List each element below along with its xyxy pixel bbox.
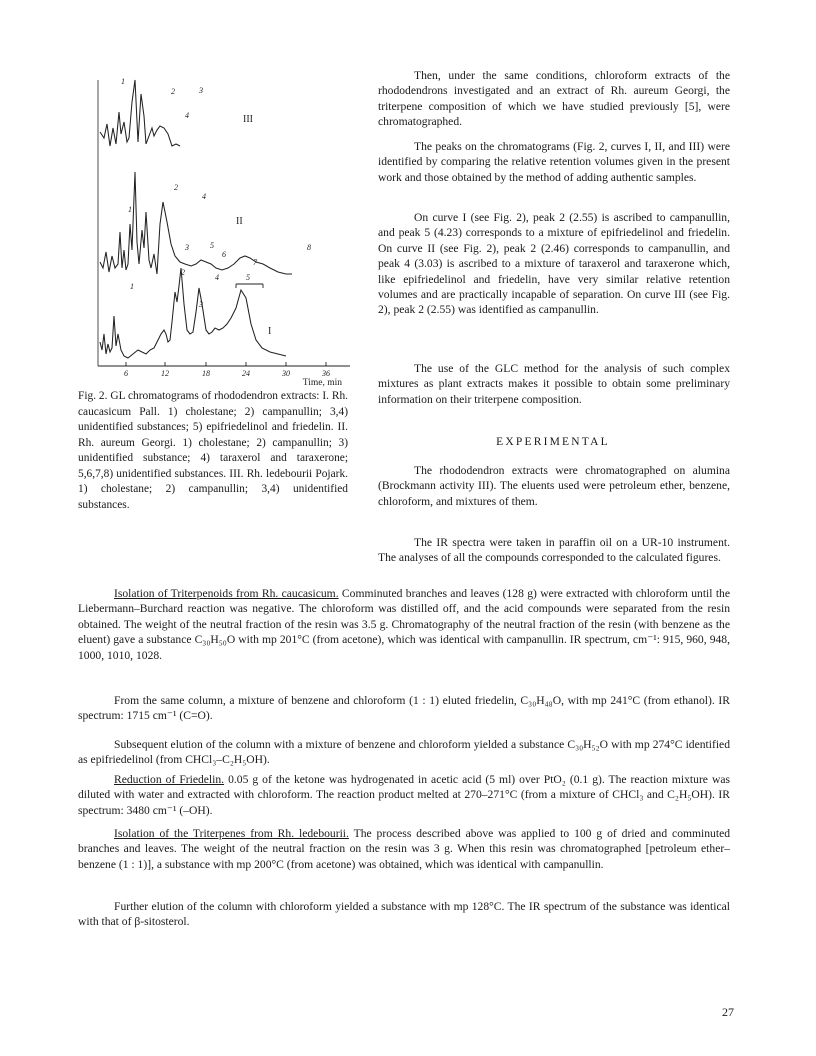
peak-label-II-4: 4 <box>202 192 206 201</box>
chromatogram-traces <box>100 80 292 358</box>
tick-label: 30 <box>282 369 290 378</box>
right-paragraph-2: The peaks on the chromatograms (Fig. 2, curves I, II, and III) were identified by comparing the relative retention volumes given in the present work and those obtained by the method of adding authentic samples. <box>378 140 730 184</box>
peak-label-I-4: 4 <box>215 273 219 282</box>
peak-label-II-8: 8 <box>307 243 311 252</box>
tick-label: 12 <box>161 369 169 378</box>
peak-label-II-6: 6 <box>222 250 226 259</box>
tick-label: 6 <box>124 369 128 378</box>
section-heading: EXPERIMENTAL <box>496 436 610 448</box>
full-paragraph-3: Subsequent elution of the column with a mixture of benzene and chloroform yielded a substance C₃₀H₅₂O with mp 274°C identified as epifriedelinol (from CHCl₃–C₂H₅OH). <box>78 738 730 767</box>
chromatogram-figure <box>88 72 350 388</box>
trace-curve-I <box>100 268 286 358</box>
peak-label-II-3: 3 <box>185 243 189 252</box>
paragraph-body: 0.05 g of the ketone was hydrogenated in acetic acid (5 ml) over PtO₂ (0.1 g). The reaction mixture was diluted with water and extracted with chloroform. The reaction product melted at 270–271°C (from a mixture of CHCl₃ and C₂H₅OH). IR spectrum: 3480 cm⁻¹ (–OH). <box>78 773 730 817</box>
peak-label-I-5: 5 <box>246 273 250 282</box>
peak-label-I-1: 1 <box>130 282 134 291</box>
right-paragraph-4: The use of the GLC method for the analysis of such complex mixtures as plant extracts makes it possible to obtain some preliminary information on their triterpene composition. <box>378 362 730 406</box>
trace-curve-II <box>100 172 292 274</box>
right-paragraph-3: On curve I (see Fig. 2), peak 2 (2.55) is ascribed to campanullin, and peak 5 (4.23) corresponds to a mixture of epifriedelinol and friedelin. On curve II (see Fig. 2), peak 2 (2.46) corresponds to campanullin, and peak 4 (3.03) is ascribed to a mixture of taraxerol and taraxerone which, like epifriedelinol and friedelin, have very similar relative retention volumes and are practically incapable of separation. On curve III (see Fig. 2), peak 2 (2.55) was identified as campanullin. <box>378 211 730 317</box>
peak-label-I-3: 3 <box>199 300 203 309</box>
curve-label-II: II <box>236 216 243 227</box>
peak-label-III-3: 3 <box>199 86 203 95</box>
tick-label: 36 <box>322 369 330 378</box>
curve-label-III: III <box>243 114 253 125</box>
tick-label: 18 <box>202 369 210 378</box>
axis-ticks <box>124 362 330 378</box>
paragraph-body: Comminuted branches and leaves (128 g) were extracted with chloroform until the Liebermann–Burchard reaction was negative. The chloroform was distilled off, and the acid compounds were separated from the resin obtained. The weight of the neutral fraction of the resin was 3.5 g. Chromatography of the neutral fraction of the resin (with benzene as the eluent) gave a substance C₃₀H₅₀O with mp 201°C (from acetone), which was identical with campanullin. IR spectrum, cm⁻¹: 915, 960, 948, 1000, 1010, 1028. <box>78 587 730 662</box>
full-paragraph-1 <box>78 586 730 663</box>
trace-curve-III <box>100 80 180 146</box>
curve-label-I: I <box>268 326 272 337</box>
full-paragraph-2: From the same column, a mixture of benzene and chloroform (1 : 1) eluted friedelin, C₃₀H₄₈O, with mp 241°C (from ethanol). IR spectrum: 1715 cm⁻¹ (C=O). <box>78 694 730 723</box>
full-paragraph-5 <box>78 826 730 872</box>
peak-label-II-1: 1 <box>128 205 132 214</box>
caption-text: Fig. 2. GL chromatograms of rhododendron extracts: I. Rh. caucasicum Pall. 1) cholestane; 2) campanullin; 3,4) unidentified substances; 5) epifriedelinol and friedelin. II. Rh. aureum Georgi. 1) cholestane; 2) campanullin; 3) unidentified substance; 4) taraxerol and taraxerone; 5,6,7,8) unidentified substances. III. Rh. ledebourii Pojark. 1) cholestane; 2) campanullin; 3,4) unidentified substances. <box>78 390 348 511</box>
peak-label-II-7: 7 <box>253 258 257 267</box>
right-paragraph-6: The IR spectra were taken in paraffin oil on a UR-10 instrument. The analyses of all the compounds corresponded to the calculated figures. <box>378 536 730 565</box>
full-paragraph-6: Further elution of the column with chloroform yielded a substance with mp 128°C. The IR spectrum of the substance was identical with that of β-sitosterol. <box>78 900 730 929</box>
right-paragraph-1: Then, under the same conditions, chloroform extracts of the rhododendrons investigated and an extract of Rh. aureum Georgi, the triterpene composition of which we have studied previously [5], were chromatographed. <box>378 69 730 129</box>
right-paragraph-5: The rhododendron extracts were chromatographed on alumina (Brockmann activity III). The eluents used were petroleum ether, benzene, chloroform, and mixtures of them. <box>378 464 730 508</box>
axis-unit-label: Time, min <box>302 378 342 388</box>
subsection-title-reduction: Reduction of Friedelin. <box>114 773 225 786</box>
peak-label-III-1: 1 <box>121 77 125 86</box>
figure-caption <box>78 389 348 513</box>
page-number: 27 <box>722 1005 734 1019</box>
full-paragraph-4 <box>78 772 730 818</box>
tick-label: 24 <box>242 369 250 378</box>
paragraph-body: The process described above was applied to 100 g of dried and comminuted branches and leaves. The weight of the neutral fraction on the resin was 3 g. When this resin was chromatographed [petroleum ether–benzene (1 : 1)], a substance with mp 200°C (from acetone) was obtained, which was identical with campanullin. <box>78 827 731 871</box>
peak-labels <box>121 77 311 309</box>
subsection-title-ledebourii: Isolation of the Triterpenes from Rh. ledebourii. <box>114 827 349 840</box>
peak-label-I-2: 2 <box>181 268 185 277</box>
peak-label-III-4: 4 <box>185 111 189 120</box>
subsection-title-caucasicum: Isolation of Triterpenoids from Rh. caucasicum. <box>114 587 339 600</box>
peak-label-II-5: 5 <box>210 241 214 250</box>
peak-label-II-2: 2 <box>174 183 178 192</box>
peak-label-III-2: 2 <box>171 87 175 96</box>
